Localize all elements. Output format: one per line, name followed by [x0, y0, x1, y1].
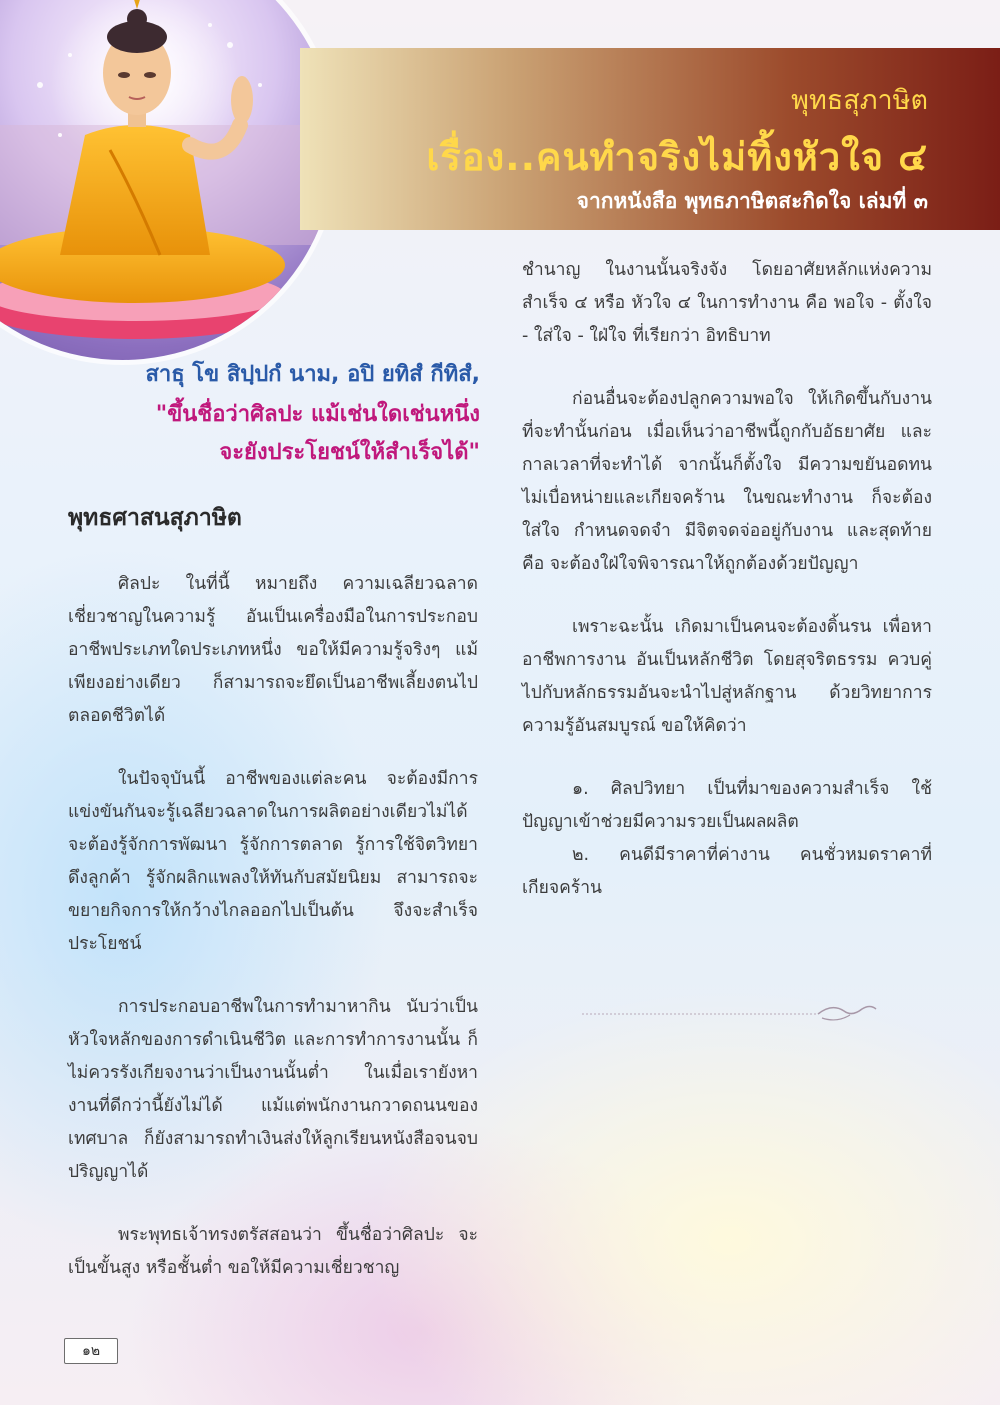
page-title: เรื่อง..คนทำจริงไม่ทิ้งหัวใจ ๔ [426, 135, 928, 179]
page-number: ๑๒ [64, 1338, 118, 1364]
paragraph: ในปัจจุบันนี้ อาชีพของแต่ละคน จะต้องมีการแข่งขันกันจะรู้เฉลียวฉลาดในการผลิตอย่างเดียวไม่ได้ จะต้องรู้จักการพัฒนา รู้จักการตลาด รู้การใช้จิตวิทยาดึงลูกค้า รู้จักผลิกแพลงให้ทันกับสมัยนิยม สามารถจะขยายกิจการให้กว้างไกลออกไปเป็นต้น จึงจะสำเร็จประโยชน์ [68, 769, 478, 954]
source-label: จากหนังสือ พุทธภาษิตสะกิดใจ เล่มที่ ๓ [576, 189, 928, 213]
ornament-divider-icon [582, 1001, 882, 1025]
pali-quote: สาธุ โข สิปฺปกํ นาม, อปิ ยทิสํ กีทิสํ, [145, 362, 480, 387]
buddha-illustration [0, 0, 335, 360]
numbered-item: ๒. คนดีมีราคาที่ค่างาน คนชั่วหมดราคาที่เกียจคร้าน [522, 845, 932, 898]
paragraph: ศิลปะ ในที่นี้ หมายถึง ความเฉลียวฉลาด เชี่ยวชาญในความรู้ อันเป็นเครื่องมือในการประกอบอาชีพประเภทใดประเภทหนึ่ง ขอให้มีความรู้จริงๆ แม้เพียงอย่างเดียว ก็สามารถจะยึดเป็นอาชีพเลี้ยงตนไปตลอดชีวิตได้ [68, 574, 478, 726]
paragraph: เพราะฉะนั้น เกิดมาเป็นคนจะต้องดิ้นรน เพื่อหาอาชีพการงาน อันเป็นหลักชีวิต โดยสุจริตธรรม ควบคู่ไปกับหลักธรรมอันจะนำไปสู่หลักฐาน ด้วยวิทยาการความรู้อันสมบูรณ์ ขอให้คิดว่า [522, 617, 932, 736]
paragraph: พระพุทธเจ้าทรงตรัสสอนว่า ขึ้นชื่อว่าศิลปะ จะเป็นขั้นสูง หรือชั้นต่ำ ขอให้มีความเชี่ยวชาญ [68, 1225, 478, 1278]
category-label: พุทธสุภาษิต [791, 85, 928, 116]
thai-quote-line2: จะยังประโยชน์ให้สำเร็จได้" [219, 440, 480, 465]
section-heading: พุทธศาสนสุภาษิต [68, 505, 242, 531]
paragraph: การประกอบอาชีพในการทำมาหากิน นับว่าเป็นหัวใจหลักของการดำเนินชีวิต และการทำการงานนั้น ก็ไม่ควรรังเกียจงานว่าเป็นงานนั้นต่ำ ในเมื่อเรายังหางานที่ดีกว่านี้ยังไม่ได้ แม้แต่พนักงานกวาดถนนของเทศบาล ก็ยังสามารถทำเงินส่งให้ลูกเรียนหนังสือจนจบปริญญาได้ [68, 997, 478, 1182]
right-column [522, 254, 932, 905]
numbered-item: ๑. ศิลปวิทยา เป็นที่มาของความสำเร็จ ใช้ปัญญาเข้าช่วยมีความรวยเป็นผลผลิต [522, 779, 932, 832]
paragraph: ก่อนอื่นจะต้องปลูกความพอใจ ให้เกิดขึ้นกับงานที่จะทำนั้นก่อน เมื่อเห็นว่าอาชีพนี้ถูกกับอัธยาศัย และกาลเวลาที่จะทำได้ จากนั้นก็ตั้งใจ มีความขยันอดทน ไม่เบื่อหน่ายและเกียจคร้าน ในขณะทำงาน ก็จะต้องใส่ใจ กำหนดจดจำ มีจิตจดจ่ออยู่กับงาน และสุดท้าย คือ จะต้องใฝ่ใจพิจารณาให้ถูกต้องด้วยปัญญา [522, 389, 932, 574]
thai-quote-line1: "ขึ้นชื่อว่าศิลปะ แม้เช่นใดเช่นหนึ่ง [155, 402, 480, 427]
paragraph-continuation: ชำนาญ ในงานนั้นจริงจัง โดยอาศัยหลักแห่งความสำเร็จ ๔ หรือ หัวใจ ๔ ในการทำงาน คือ พอใจ - ตั้งใจ - ใส่ใจ - ใฝ่ใจ ที่เรียกว่า อิทธิบาท [522, 260, 932, 346]
buddha-image-icon [0, 0, 335, 360]
left-column [68, 568, 478, 1315]
